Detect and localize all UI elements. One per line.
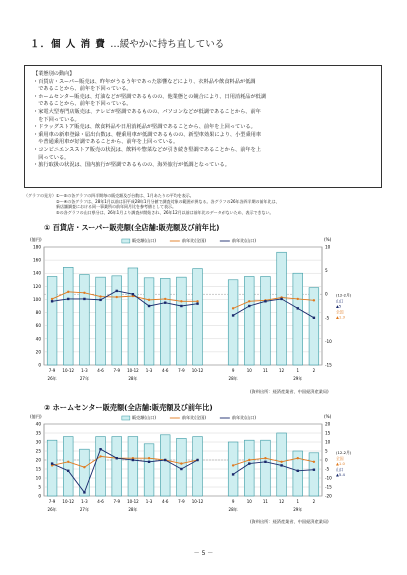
yamaguchi-point [132, 459, 134, 461]
yamaguchi-point [83, 491, 85, 493]
year-label: 29年 [293, 507, 303, 512]
yamaguchi-point [280, 298, 282, 300]
national-line [52, 292, 197, 301]
legend-label: 前年比(全国) [181, 238, 207, 243]
trend-line: ・家電大型専門店販売は、テレビが堅調であるものの、パソコンなどが低調であることから、前年 [33, 108, 261, 115]
yamaguchi-point [180, 305, 182, 307]
y-tick-label: 160 [33, 257, 41, 263]
yamaguchi-point [51, 300, 53, 302]
national-point [280, 461, 282, 463]
x-tick-label: 1 [296, 368, 300, 373]
x-tick-label: 10-12 [62, 368, 75, 373]
bar [228, 280, 238, 365]
bar [80, 449, 90, 496]
legend-label: 前年比(山口) [231, 415, 257, 420]
y2-tick-label: 10 [325, 244, 331, 250]
yamaguchi-point [164, 301, 166, 303]
national-point [232, 307, 234, 309]
page-title [30, 36, 224, 50]
y-tick-label: 180 [33, 244, 41, 250]
year-label: 28年 [228, 507, 238, 512]
national-point [264, 457, 266, 459]
yamaguchi-point [148, 461, 150, 463]
trend-line: ・ホームセンター販売は、灯油などが堅調であるものの、他業態との競合により、日用消耗品が低調 [33, 93, 267, 100]
x-tick-label: 1-3 [145, 368, 153, 373]
yamaguchi-point [264, 300, 266, 302]
side-note-label: 全国 [336, 309, 344, 315]
trend-line: を下回っている。 [33, 116, 80, 123]
yamaguchi-point [132, 293, 134, 295]
bar [261, 277, 271, 366]
bar [96, 277, 106, 365]
y-tick-label: 40 [35, 421, 41, 427]
bar [47, 277, 57, 366]
bar [193, 269, 203, 365]
y-tick-label: 80 [35, 310, 41, 316]
national-point [83, 466, 85, 468]
x-tick-label: 10-12 [191, 368, 204, 373]
year-label: 26年 [47, 507, 57, 512]
y-tick-label: 60 [35, 323, 41, 329]
x-tick-label: 7-9 [178, 499, 185, 504]
x-tick-label: 1 [296, 499, 300, 504]
year-label: 29年 [293, 376, 303, 381]
national-point [313, 299, 315, 301]
y-tick-label: 20 [35, 349, 41, 355]
x-tick-label: 10-12 [127, 368, 139, 373]
trend-line: ・ドラッグストア販売は、飲食料品や日用消耗品が堅調であることから、前年を上回っている。 [33, 124, 256, 131]
chart2-svg [22, 414, 362, 522]
bar [128, 437, 138, 496]
bar [144, 444, 154, 496]
yamaguchi-point [67, 298, 69, 300]
national-point [51, 298, 53, 300]
year-label: 28年 [128, 507, 138, 512]
year-label: 27年 [79, 507, 89, 512]
x-tick-label: 9 [231, 368, 235, 373]
x-tick-label: 4-6 [161, 499, 169, 504]
y2-tick-label: 10 [325, 439, 331, 445]
y2-tick-label: 5 [325, 448, 328, 454]
national-point [67, 461, 69, 463]
x-tick-label: 4-6 [97, 368, 104, 373]
national-point [99, 455, 101, 457]
side-note-period: (12-2月) [336, 450, 352, 456]
national-point [232, 464, 234, 466]
graph-notes [24, 193, 382, 215]
x-tick-label: 10-12 [62, 499, 75, 504]
x-tick-label: 4-6 [161, 368, 169, 373]
yamaguchi-point [51, 462, 53, 464]
x-tick-label: 10-12 [191, 499, 204, 504]
yamaguchi-point [116, 290, 118, 292]
national-point [148, 457, 150, 459]
yamaguchi-point [164, 459, 166, 461]
page-number: － 5 － [193, 550, 214, 557]
x-tick-label: 1-3 [81, 499, 88, 504]
bar [47, 440, 57, 496]
y2-tick-label: 0 [325, 291, 328, 297]
bar [244, 440, 254, 496]
side-note-label: 全国 [336, 456, 344, 462]
bar [160, 278, 170, 365]
x-tick-label: 11 [262, 368, 268, 373]
trend-line: であることから、前年を下回っている。 [33, 101, 132, 108]
side-note-label: 山口 [336, 467, 344, 473]
y-tick-label: 100 [33, 296, 41, 302]
yamaguchi-point [232, 473, 234, 475]
section-title: １．個 人 消 費 [30, 39, 106, 50]
y2-tick-label: -20 [325, 493, 332, 499]
national-point [297, 457, 299, 459]
yamaguchi-point [280, 464, 282, 466]
year-label: 27年 [79, 376, 89, 381]
y2-tick-label: 20 [325, 421, 331, 427]
side-note-label: 山口 [336, 298, 344, 304]
legend-label: 前年比(山口) [231, 238, 257, 243]
graph-note-line: （グラフの見方）①～⑤の各グラフの四半期毎の販売額及び台数は、1月あたりの平均を表示。 [24, 193, 194, 198]
x-tick-label: 4-6 [97, 499, 104, 504]
legend-label: 販売額(山口) [131, 238, 157, 243]
x-tick-label: 7-9 [113, 499, 121, 504]
chart1-source: (資料出所：経済産業省、中国経済産業局) [250, 389, 329, 394]
bar [293, 273, 303, 365]
bar [144, 278, 154, 365]
side-note-value: ▲1.3 [336, 314, 345, 320]
y2-tick-label: 0 [325, 457, 328, 463]
bar [80, 275, 90, 365]
chart2-source: (資料出所：経済産業省、中国経済産業局) [250, 519, 329, 524]
legend-label: 前年比(全国) [181, 415, 207, 420]
side-note-value: ▲1.0 [336, 461, 345, 467]
yamaguchi-point [180, 468, 182, 470]
y-tick-label: 35 [35, 430, 41, 436]
yamaguchi-point [116, 457, 118, 459]
trend-line: や普通乗用車が好調であることから、前年を上回っている。 [33, 139, 179, 146]
bar [128, 268, 138, 365]
yamaguchi-point [232, 314, 234, 316]
trend-line: 回っている。 [33, 154, 70, 161]
y-tick-label: 140 [33, 270, 41, 276]
trend-line: ・百貨店・スーパー販売は、昨年がうるう年であった影響などにより、衣料品や飲食料品が低調 [33, 78, 256, 85]
legend-swatch-bars [122, 239, 130, 243]
x-tick-label: 12 [279, 499, 285, 504]
year-label: 26年 [47, 376, 57, 381]
trend-line: であることから、前年を下回っている。 [33, 86, 132, 93]
bar [277, 252, 287, 365]
y-tick-label: 5 [38, 484, 41, 490]
bar [112, 437, 122, 496]
legend-label: 販売額(山口) [131, 415, 157, 420]
year-label: 28年 [128, 376, 138, 381]
yamaguchi-point [99, 299, 101, 301]
side-note-period: (12-2月) [336, 292, 352, 298]
x-tick-label: 1-3 [81, 368, 88, 373]
x-tick-label: 1-3 [145, 499, 153, 504]
y2-tick-label: -5 [325, 315, 330, 321]
national-point [196, 300, 198, 302]
yamaguchi-point [264, 461, 266, 463]
y-axis-unit: (億円) [30, 414, 42, 419]
y2-tick-label: 15 [325, 430, 331, 436]
y2-tick-label: -15 [325, 484, 332, 490]
yamaguchi-point [248, 462, 250, 464]
legend-swatch-bars [122, 416, 130, 420]
yamaguchi-line [52, 449, 197, 492]
y-tick-label: 30 [35, 439, 41, 445]
year-label: 28年 [228, 376, 238, 381]
y-tick-label: 0 [38, 493, 41, 499]
y2-tick-label: -15 [325, 362, 332, 368]
graph-note-line: 新店舗調査における同一事業所の前年同月比を参考値として表示。 [24, 204, 176, 210]
chart1-heading: ① 百貨店・スーパー販売額(全店舗:販売額及び前年比) [44, 223, 220, 232]
national-point [83, 292, 85, 294]
bar [193, 437, 203, 496]
side-note-value: ▲5.4 [336, 472, 345, 478]
x-tick-label: 7-9 [178, 368, 185, 373]
yamaguchi-point [196, 302, 198, 304]
y-tick-label: 15 [35, 466, 41, 472]
bar [63, 267, 73, 365]
y2-axis-unit: (%) [324, 414, 332, 419]
trend-line: ・旅行取扱の状況は、国内旅行が堅調であるものの、海外旅行が低調となっている。 [33, 162, 230, 169]
section-subtitle: …緩やかに持ち直している [110, 39, 225, 50]
national-point [297, 298, 299, 300]
y2-axis-unit: (%) [324, 237, 332, 242]
y-tick-label: 25 [35, 448, 41, 454]
national-point [313, 461, 315, 463]
chart1-svg [22, 233, 362, 385]
yamaguchi-point [313, 469, 315, 471]
national-point [164, 298, 166, 300]
trend-line: ・コンビニエンスストア販売の状況は、飲料や惣菜などが引き続き堅調であることから、前年を上 [33, 146, 261, 153]
national-point [148, 299, 150, 301]
yamaguchi-point [313, 317, 315, 319]
yamaguchi-point [99, 448, 101, 450]
bar [261, 440, 271, 496]
graph-note-line: ⑤の各グラフの山口県分は、26年1月より調査が開始され、26年12月以前は前年比のデータがないため、表示できない。 [24, 209, 274, 215]
trend-heading: 【業態別の動向】 [33, 71, 75, 77]
trend-box [24, 65, 382, 188]
y-tick-label: 40 [35, 336, 41, 342]
graph-note-line: ②～④の各グラフは、28年1月以前は旧平成28年1月分値で調査対象の範囲が異なる。各グラフの26年各四半期の前年比は、 [24, 198, 280, 204]
national-point [99, 295, 101, 297]
yamaguchi-point [196, 459, 198, 461]
x-tick-label: 7-9 [48, 368, 56, 373]
chart2-heading: ② ホームセンター販売額(全店舗:販売額及び前年比) [44, 403, 213, 412]
y2-tick-label: -10 [325, 475, 332, 481]
x-tick-label: 2 [312, 368, 316, 373]
trend-line: ・乗用車の新車登録・届出台数は、軽乗用車が低調であるものの、新型車効果により、小型乗用車 [33, 131, 262, 138]
bar [63, 437, 73, 496]
y-tick-label: 120 [33, 283, 41, 289]
y-tick-label: 10 [35, 475, 41, 481]
x-tick-label: 9 [231, 499, 235, 504]
y2-tick-label: -10 [325, 338, 332, 344]
x-tick-label: 10 [246, 499, 252, 504]
side-note-value: ▲5 [336, 303, 342, 309]
y2-tick-label: 5 [325, 268, 328, 274]
x-tick-label: 2 [312, 499, 316, 504]
yamaguchi-point [67, 470, 69, 472]
yamaguchi-point [297, 470, 299, 472]
bar [244, 277, 254, 366]
yamaguchi-point [148, 305, 150, 307]
national-point [248, 459, 250, 461]
bar [228, 442, 238, 496]
x-tick-label: 7-9 [113, 368, 121, 373]
x-tick-label: 11 [262, 499, 268, 504]
y-tick-label: 20 [35, 457, 41, 463]
bar [177, 277, 187, 365]
x-tick-label: 10 [246, 368, 252, 373]
national-point [116, 296, 118, 298]
x-tick-label: 10-12 [127, 499, 139, 504]
bar [160, 435, 170, 496]
yamaguchi-line [52, 291, 197, 306]
yamaguchi-point [248, 305, 250, 307]
national-point [180, 462, 182, 464]
national-point [180, 300, 182, 302]
yamaguchi-point [83, 298, 85, 300]
bar [96, 437, 106, 496]
bar [309, 453, 319, 496]
national-point [67, 291, 69, 293]
y2-tick-label: -5 [325, 466, 330, 472]
y-tick-label: 0 [38, 362, 41, 368]
national-point [248, 300, 250, 302]
yamaguchi-point [297, 307, 299, 309]
x-tick-label: 7-9 [48, 499, 56, 504]
y-axis-unit: (億円) [30, 237, 42, 242]
x-tick-label: 12 [279, 368, 285, 373]
bar [112, 276, 122, 365]
